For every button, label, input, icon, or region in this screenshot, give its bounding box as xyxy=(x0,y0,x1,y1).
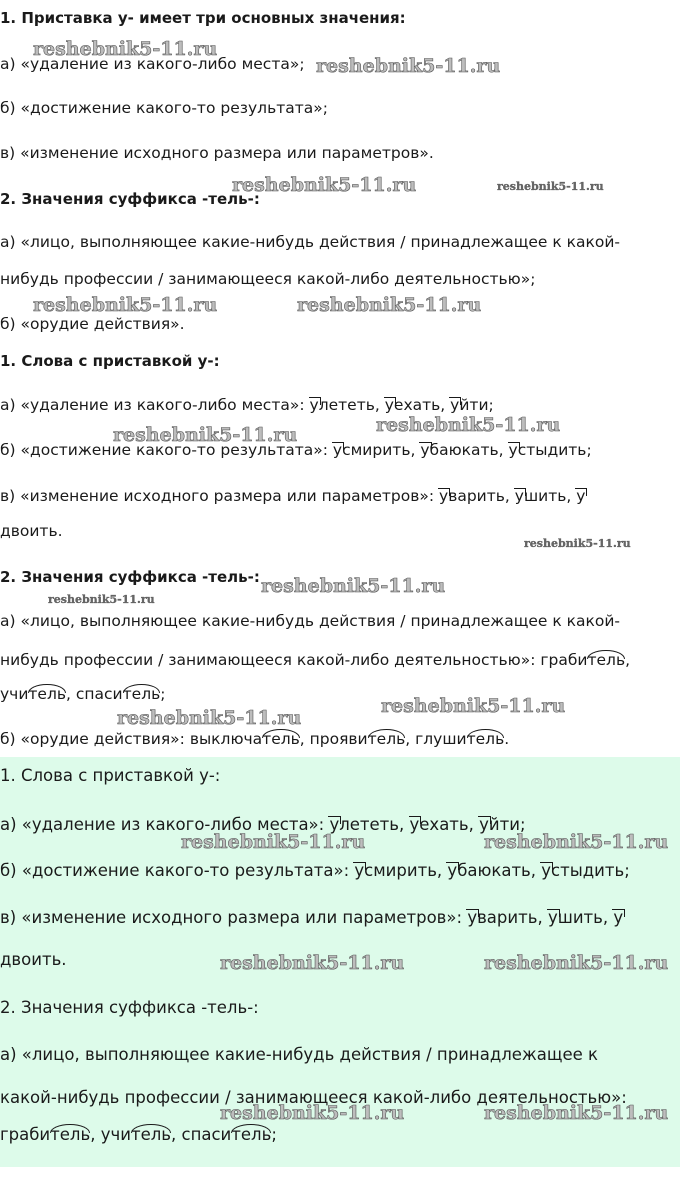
section2-item-c-end: двоить. xyxy=(0,522,63,540)
section2-item-c: в) «изменение исходного размера или параметров»: уварить, ушить, у xyxy=(0,487,586,505)
watermark: reshebnik5-11.ru xyxy=(181,831,366,853)
section3-title2: 2. Значения суффикса -тель-: xyxy=(0,998,259,1017)
section3-item-c-end: двоить. xyxy=(0,950,67,969)
section1-item-d2: нибудь профессии / занимающееся какой-либо деятельностью»; xyxy=(0,270,536,288)
watermark: reshebnik5-11.ru xyxy=(297,294,482,316)
watermark: reshebnik5-11.ru xyxy=(376,414,561,436)
section3-item-b: б) «достижение какого-то результата»: усмирить, убаюкать, устыдить; xyxy=(0,861,630,880)
section1-title: 1. Приставка у- имеет три основных значения: xyxy=(0,9,406,27)
watermark: reshebnik5-11.ru xyxy=(524,537,631,550)
section3-item-c: в) «изменение исходного размера или параметров»: уварить, ушить, у xyxy=(0,908,624,927)
section2-item-b: б) «достижение какого-то результата»: усмирить, убаюкать, устыдить; xyxy=(0,441,592,459)
watermark: reshebnik5-11.ru xyxy=(497,180,604,193)
section3-item-a: а) «удаление из какого-либо места»: улететь, уехать, уйти; xyxy=(0,815,526,834)
watermark: reshebnik5-11.ru xyxy=(117,707,302,729)
section1-item-c: в) «изменение исходного размера или параметров». xyxy=(0,144,434,162)
watermark: reshebnik5-11.ru xyxy=(484,1102,669,1124)
section2-item-a: а) «удаление из какого-либо места»: улететь, уехать, уйти; xyxy=(0,396,494,414)
section1-item-b: б) «достижение какого-то результата»; xyxy=(0,99,328,117)
section2-item-d2: нибудь профессии / занимающееся какой-либо деятельностью»: грабитель, xyxy=(0,651,631,669)
watermark: reshebnik5-11.ru xyxy=(33,38,218,60)
watermark: reshebnik5-11.ru xyxy=(261,575,446,597)
section3-item-d3: грабитель, учитель, спаситель; xyxy=(0,1125,277,1144)
section1-item-e: б) «орудие действия». xyxy=(0,315,185,333)
section2-title2: 2. Значения суффикса -тель-: xyxy=(0,568,260,586)
watermark: reshebnik5-11.ru xyxy=(220,952,405,974)
watermark: reshebnik5-11.ru xyxy=(33,294,218,316)
watermark: reshebnik5-11.ru xyxy=(232,174,417,196)
section1-item-d1: а) «лицо, выполняющее какие-нибудь действия / принадлежащее к какой- xyxy=(0,233,621,251)
watermark: reshebnik5-11.ru xyxy=(220,1102,405,1124)
section3-item-d2: какой-нибудь профессии / занимающееся какой-либо деятельностью»: xyxy=(0,1088,627,1107)
section3-title: 1. Слова с приставкой у-: xyxy=(0,766,221,785)
watermark: reshebnik5-11.ru xyxy=(48,593,155,606)
watermark: reshebnik5-11.ru xyxy=(381,695,566,717)
watermark: reshebnik5-11.ru xyxy=(316,55,501,77)
watermark: reshebnik5-11.ru xyxy=(484,831,669,853)
section1-item-a: а) «удаление из какого-либо места»; xyxy=(0,55,305,73)
section2-item-d1: а) «лицо, выполняющее какие-нибудь действия / принадлежащее к какой- xyxy=(0,612,621,630)
section2-title: 1. Слова с приставкой у-: xyxy=(0,352,220,370)
section2-item-e: б) «орудие действия»: выключатель, проявитель, глушитель. xyxy=(0,730,510,748)
section3-item-d1: а) «лицо, выполняющее какие-нибудь действия / принадлежащее к xyxy=(0,1045,598,1064)
watermark: reshebnik5-11.ru xyxy=(484,952,669,974)
section2-item-d3: учитель, спаситель; xyxy=(0,685,166,703)
section1-title2: 2. Значения суффикса -тель-: xyxy=(0,190,260,208)
watermark: reshebnik5-11.ru xyxy=(113,424,298,446)
